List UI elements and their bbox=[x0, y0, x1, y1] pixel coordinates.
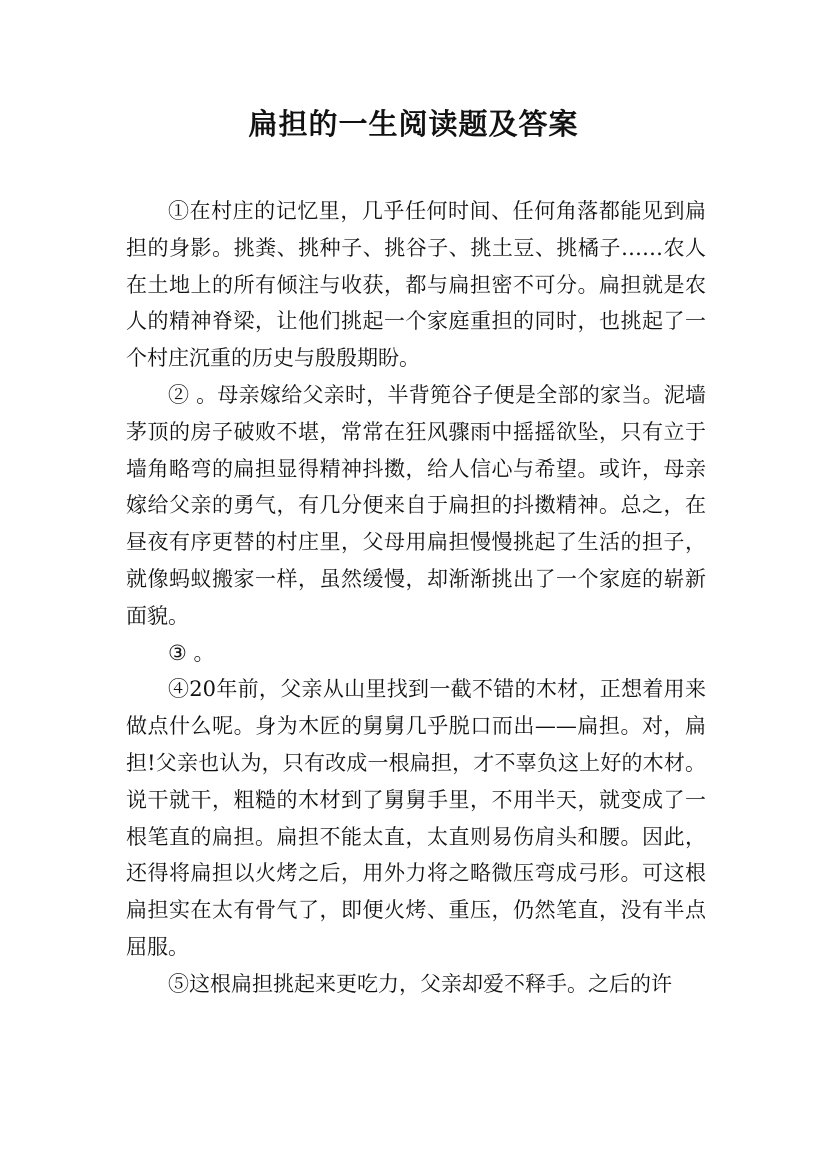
paragraph-5: ⑤这根扁担挑起来更吃力，父亲却爱不释手。之后的许 bbox=[168, 971, 672, 996]
document-title: 扁担的一生阅读题及答案 bbox=[248, 107, 579, 141]
paragraph-1: ①在村庄的记忆里，几乎任何时间、任何角落都能见到扁担的身影。挑粪、挑种子、挑谷子、挑土豆、挑橘子……农人在土地上的所有倾注与收获，都与扁担密不可分。扁担就是农人的精神脊梁，让他们挑起一个家庭重担的同时，也挑起了一个村庄沉重的历史与殷殷期盼。 bbox=[126, 199, 706, 371]
paragraph-2: ② 。母亲嫁给父亲时，半背篼谷子便是全部的家当。泥墙茅顶的房子破败不堪，常常在狂风骤雨中摇摇欲坠，只有立于墙角略弯的扁担显得精神抖擞，给人信心与希望。或许，母亲嫁给父亲的勇气，有几分便来自于扁担的抖擞精神。总之，在昼夜有序更替的村庄里，父母用扁担慢慢挑起了生活的担子，就像蚂蚁搬家一样，虽然缓慢，却渐渐挑出了一个家庭的崭新面貌。 bbox=[126, 382, 706, 628]
paragraph-3: ③ 。 bbox=[168, 640, 215, 665]
paragraph-4: ④20年前，父亲从山里找到一截不错的木材，正想着用来做点什么呢。身为木匠的舅舅几乎脱口而出——扁担。对，扁担!父亲也认为，只有改成一根扁担，才不辜负这上好的木材。说干就干，粗糙的木材到了舅舅手里，不用半天，就变成了一根笔直的扁担。扁担不能太直，太直则易伤肩头和腰。因此，还得将扁担以火烤之后，用外力将之略微压弯成弓形。可这根扁担实在太有骨气了，即便火烤、重压，仍然笔直，没有半点屈服。 bbox=[126, 677, 706, 959]
document-body bbox=[126, 193, 706, 1003]
